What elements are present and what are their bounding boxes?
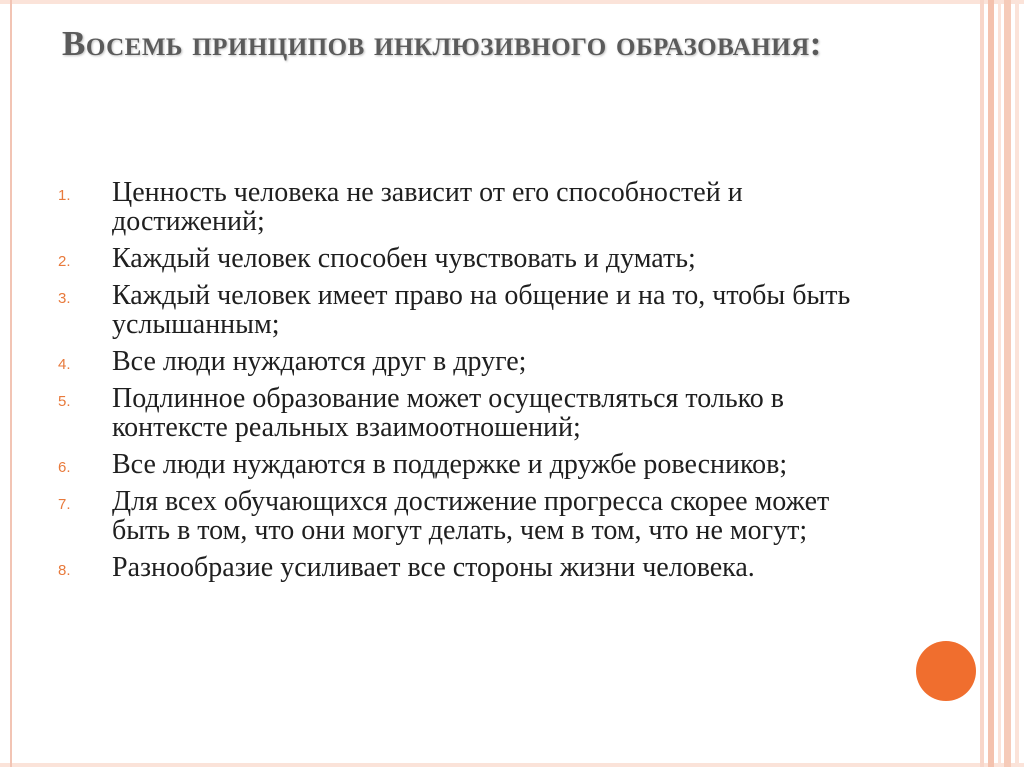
principles-list xyxy=(58,178,878,590)
item-number: 6. xyxy=(58,459,71,476)
orange-circle-decoration xyxy=(916,641,976,701)
item-text: Все люди нуждаются друг в друге; xyxy=(112,346,527,377)
top-border xyxy=(0,0,1024,4)
bottom-border xyxy=(0,763,1024,767)
item-text: Каждый человек способен чувствовать и думать; xyxy=(112,243,696,274)
item-text: Каждый человек имеет право на общение и на то, чтобы быть услышанным; xyxy=(112,280,851,340)
list-item xyxy=(58,487,878,545)
list-item xyxy=(58,450,878,479)
item-number: 3. xyxy=(58,290,71,307)
list-item xyxy=(58,244,878,273)
list-item xyxy=(58,347,878,376)
item-text: Разнообразие усиливает все стороны жизни человека. xyxy=(112,552,755,583)
stripe xyxy=(980,0,984,767)
item-number: 1. xyxy=(58,187,71,204)
stripe xyxy=(1015,0,1019,767)
stripe xyxy=(1004,0,1011,767)
stripe xyxy=(998,0,1001,767)
list-item xyxy=(58,178,878,236)
item-text: Для всех обучающихся достижение прогресса скорее может быть в том, что они могут делать, чем в том, что не могут; xyxy=(112,486,830,546)
left-border xyxy=(10,0,12,767)
stripe xyxy=(988,0,994,767)
list-item xyxy=(58,281,878,339)
item-number: 7. xyxy=(58,496,71,513)
item-number: 4. xyxy=(58,356,71,373)
list-item xyxy=(58,384,878,442)
item-text: Ценность человека не зависит от его способностей и достижений; xyxy=(112,177,743,237)
item-text: Подлинное образование может осуществляться только в контексте реальных взаимоотношений; xyxy=(112,383,785,443)
item-number: 8. xyxy=(58,562,71,579)
list-item xyxy=(58,553,878,582)
slide-title: Восемь принципов инклюзивного образования: xyxy=(62,24,822,63)
item-text: Все люди нуждаются в поддержке и дружбе ровесников; xyxy=(112,449,788,480)
right-decorative-stripes xyxy=(980,0,1024,767)
item-number: 2. xyxy=(58,253,71,270)
item-number: 5. xyxy=(58,393,71,410)
